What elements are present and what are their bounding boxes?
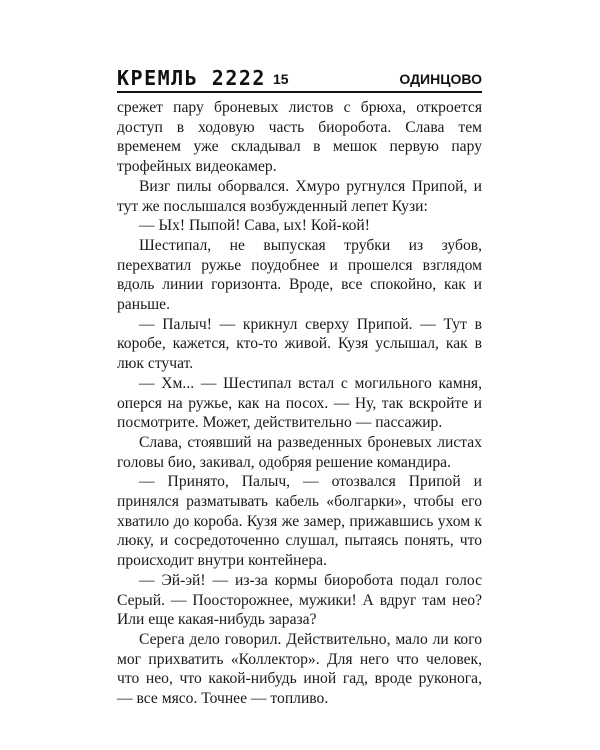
paragraph: — Палыч! — крикнул сверху Припой. — Тут в коробе, кажется, кто-то живой. Кузя услышал, как в люк стучат. xyxy=(117,315,482,373)
paragraph: Слава, стоявший на разведенных броневых листах головы био, закивал, одобряя решение командира. xyxy=(117,433,482,471)
header-rule xyxy=(117,91,482,93)
paragraph: — Хм... — Шестипал встал с могильного камня, оперся на ружье, как на посох. — Ну, так вскройте и посмотрите. Может, действительно — пассажир. xyxy=(117,374,482,432)
paragraph: Шестипал, не выпуская трубки из зубов, перехватил ружье поудобнее и прошелся взглядом вдоль линии горизонта. Вроде, все спокойно, как и раньше. xyxy=(117,236,482,314)
book-title: КРЕМЛЬ 2222 xyxy=(117,66,266,90)
paragraph: Серега дело говорил. Действительно, мало ли кого мог прихватить «Коллектор». Для него что человек, что нео, что какой-нибудь иной гад, вроде руконога, — все мясо. Точнее — топливо. xyxy=(117,630,482,708)
paragraph: — Принято, Палыч, — отозвался Припой и принялся разматывать кабель «болгарки», чтобы его хватило до короба. Кузя же замер, прижавшись ухом к люку, и сосредоточенно слушал, пытаясь понять, что происходит внутри контейнера. xyxy=(117,473,482,570)
paragraph: — Ых! Пыпой! Сава, ых! Кой-кой! xyxy=(139,217,370,235)
section-title: ОДИНЦОВО xyxy=(399,71,482,87)
paragraph: — Эй-эй! — из-за кормы биоробота подал голос Серый. — Поосторожнее, мужики! А вдруг там нео? Или еще какая-нибудь зараза? xyxy=(117,571,482,629)
paragraph: срежет пару броневых листов с брюха, откроется доступ в ходовую часть биоробота. Слава тем временем уже складывал в мешок первую пару трофейных видеокамер. xyxy=(117,99,482,176)
page-number: 15 xyxy=(273,71,289,87)
running-header xyxy=(117,66,482,90)
paragraph: Визг пилы оборвался. Хмуро ругнулся Припой, и тут же послышался возбужденный лепет Кузи: xyxy=(117,177,482,215)
body-text xyxy=(117,98,482,709)
